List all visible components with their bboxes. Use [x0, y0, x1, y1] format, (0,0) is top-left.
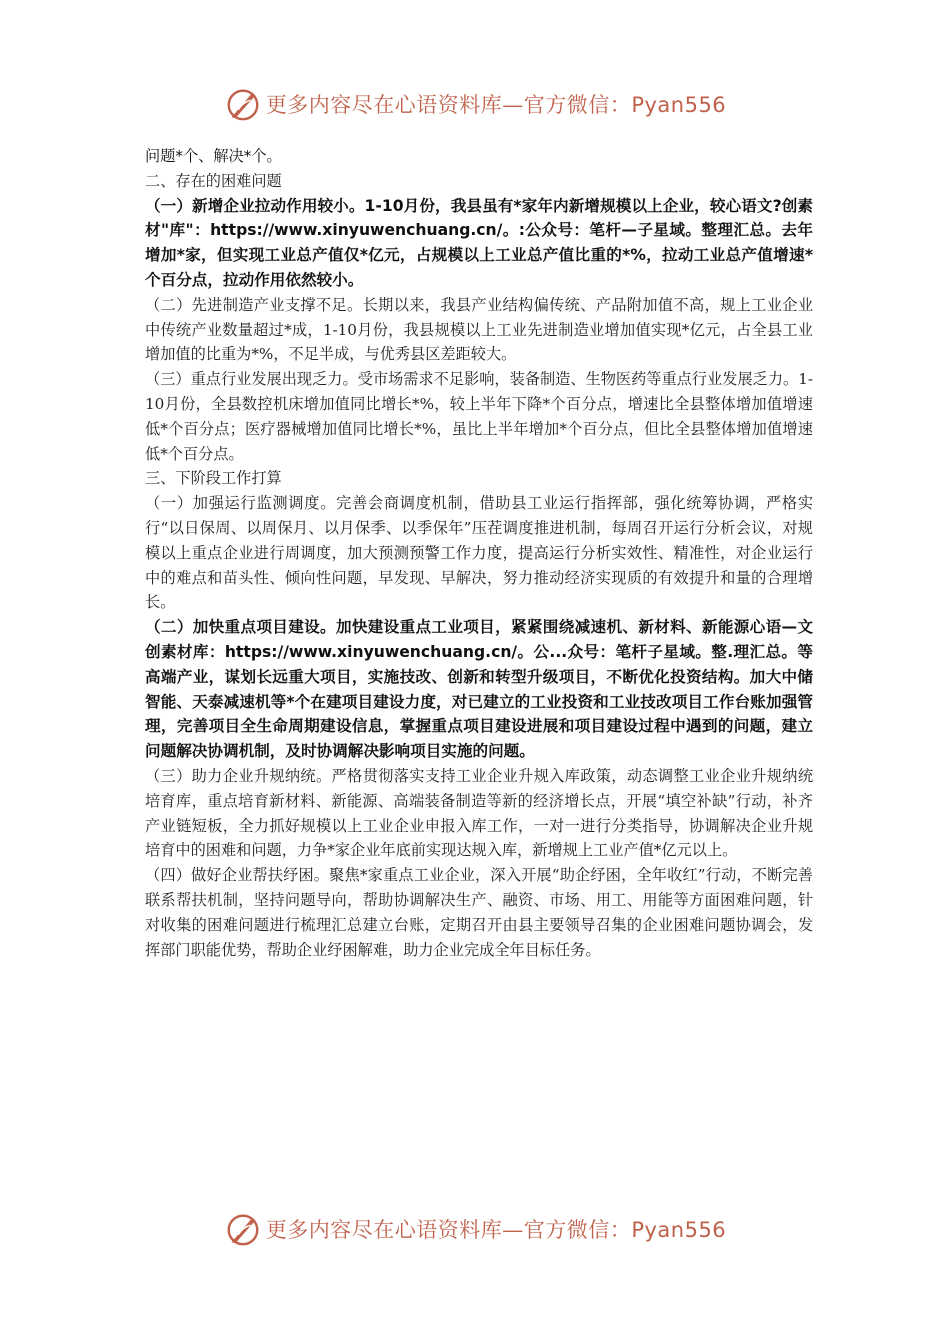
document-body [145, 144, 813, 962]
paragraph-enterprise-support: （四）做好企业帮扶纾困。聚焦*家重点工业企业，深入开展“助企纾困，全年收红”行动，不断完善联系帮扶机制，坚持问题导向，帮助协调解决生产、融资、市场、用工、用能等方面困难问题，针对收集的困难问题进行梳理汇总建立台账，定期召开由县主要领导召集的企业困难问题协调会，发挥部门职能优势，帮助企业纾困解难，助力企业完成全年目标任务。 [145, 866, 813, 959]
wechat-id: Pyan556 [631, 1218, 727, 1242]
quill-logo-icon [224, 1210, 262, 1248]
paragraph-upgrade-enterprises: （三）助力企业升规纳统。严格贯彻落实支持工业企业升规入库政策，动态调整工业企业升规纳统培育库，重点培育新材料、新能源、高端装备制造等新的经济增长点，开展“填空补缺”行动，补齐产业链短板，全力抓好规模以上工业企业申报入库工作，一对一进行分类指导，协调解决企业升规培育中的困难和问题，力争*家企业年底前实现达规入库，新增规上工业产值*亿元以上。 [145, 766, 813, 860]
section-heading-next-steps: 三、下阶段工作打算 [145, 469, 282, 488]
paragraph-key-projects: （二）加快重点项目建设。加快建设重点工业项目，紧紧围绕减速机、新材料、新能源心语—文创素材库：https://www.xinyuwenchuang.cn/。公...众号：笔杆子星域。整.理汇总。等高端产业，谋划长远重大项目，实施技改、创新和转型升级项目，不断优化投资结构。加大中储智能、天泰减速机等*个在建项目建设力度，对已建立的工业投资和工业技改项目工作台账加强管理，完善项目全生命周期建设信息，掌握重点项目建设进展和项目建设过程中遇到的问题，建立问题解决协调机制，及时协调解决影响项目实施的问题。 [145, 618, 813, 761]
paragraph-advanced-manufacturing: （二）先进制造产业支撑不足。长期以来，我县产业结构偏传统、产品附加值不高，规上工业企业中传统产业数量超过*成，1-10月份，我县规模以上工业先进制造业增加值实现*亿元，占全县工业增加值的比重为*%，不足半成，与优秀县区差距较大。 [145, 295, 813, 364]
wechat-id: Pyan556 [631, 93, 727, 117]
paragraph-monitoring: （一）加强运行监测调度。完善会商调度机制，借助县工业运行指挥部，强化统筹协调，严格实行“以日保周、以周保月、以月保季、以季保年”压茬调度推进机制，每周召开运行分析会议，对规模以上重点企业进行周调度，加大预测预警工作力度，提高运行分析实效性、精准性，对企业运行中的难点和苗头性、倾向性问题，早发现、早解决，努力推动经济实现质的有效提升和量的合理增长。 [145, 494, 813, 612]
quill-logo-icon [224, 85, 262, 123]
banner-text: 更多内容尽在心语资料库—官方微信：Pyan556 [265, 93, 727, 117]
footer-banner [0, 1207, 950, 1251]
paragraph-continuation: 问题*个、解决*个。 [145, 147, 282, 165]
header-banner [0, 82, 950, 126]
section-heading-difficulties: 二、存在的困难问题 [145, 171, 282, 190]
paragraph-key-industries: （三）重点行业发展出现乏力。受市场需求不足影响，装备制造、生物医药等重点行业发展乏力。1-10月份，全县数控机床增加值同比增长*%，较上半年下降*个百分点，增速比全县整体增加值增速低*个百分点；医疗器械增加值同比增长*%，虽比上半年增加*个百分点，但比全县整体增加值增速低*个百分点。 [145, 370, 813, 463]
banner-text: 更多内容尽在心语资料库—官方微信：Pyan556 [265, 1218, 727, 1242]
paragraph-new-enterprises: （一）新增企业拉动作用较小。1-10月份，我县虽有*家年内新增规模以上企业，较心语文?创素材"库"：https://www.xinyuwenchuang.cn/。:公众号：笔杆—子星域。整理汇总。去年增加*家，但实现工业总产值仅*亿元，占规模以上工业总产值比重的*%，拉动工业总产值增速*个百分点，拉动作用依然较小。 [145, 196, 813, 289]
